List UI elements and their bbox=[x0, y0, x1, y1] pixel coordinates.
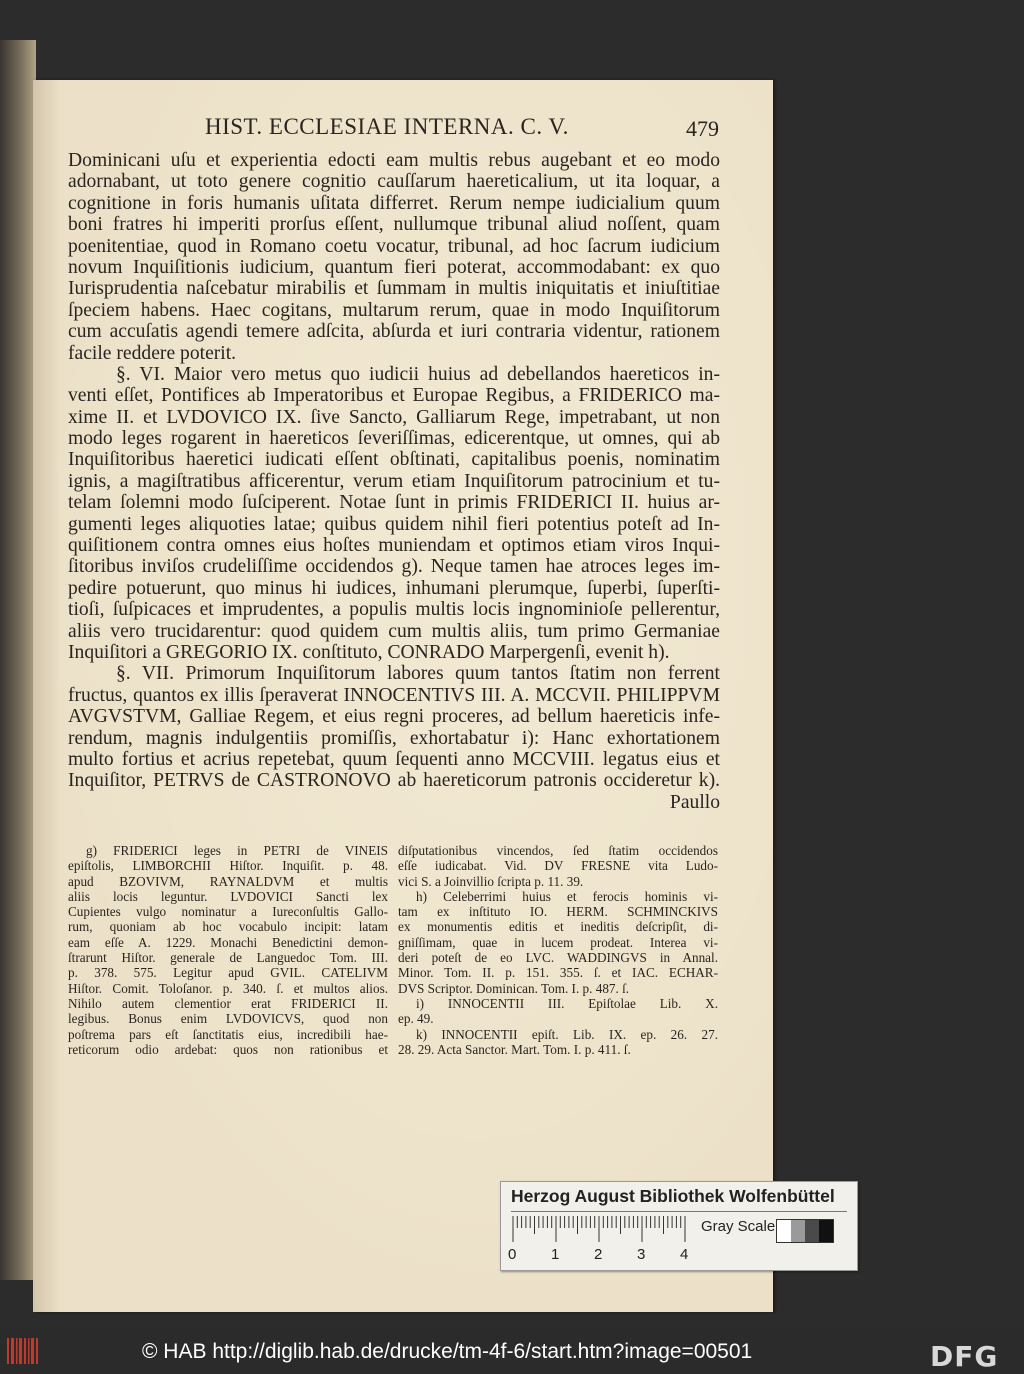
text-line: Inquiſitori a GREGORIO IX. conſtituto, CONRADO Marpergenſi, evenit h). bbox=[68, 641, 670, 663]
text-line: ſpeciem habens. Haec cogitans, multarum rerum, quae in modo Inquiſitorum bbox=[68, 299, 720, 321]
footnote-line: Minor. Tom. II. p. 151. 355. ſ. et IAC. ECHAR- bbox=[398, 965, 718, 981]
text-line: Dominicani uſu et experientia edocti eam multis rebus augebant et eo modo bbox=[68, 150, 720, 171]
text-line: quiſitionem contra omnes eius hoſtes muniendam et optimos etiam viros Inqui- bbox=[68, 535, 720, 557]
footnote-line: h) Celeberrimi huius et ferocis hominis vi- bbox=[416, 888, 718, 904]
gray-swatch bbox=[819, 1220, 833, 1242]
paragraph-start-line: §. VI. Maior vero metus quo iudicii huius ad debellandos haereticos in- bbox=[116, 363, 720, 385]
running-head: HIST. ECCLESIAE INTERNA. C. V. bbox=[205, 114, 569, 139]
text-line: fructus, quantos ex illis ſperaverat INNOCENTIVS III. A. MCCVII. PHILIPPVM bbox=[68, 684, 720, 706]
viewer-footer bbox=[0, 1328, 1024, 1374]
text-line: Iurisprudentia naſcebatur mirabilis et ſummam in multis iniquitatis et iniuſtitiae bbox=[68, 278, 720, 300]
copyright-url: © HAB http://diglib.hab.de/drucke/tm-4f-6/start.htm?image=00501 bbox=[142, 1340, 753, 1363]
gray-swatch bbox=[777, 1220, 791, 1242]
scale-number: 4 bbox=[680, 1246, 689, 1263]
footnote-line: ex monumentis editis et ineditis deſcripſit, di- bbox=[398, 919, 718, 935]
footnote-line: reticorum odio ardebat: quos non rationibus et bbox=[68, 1041, 388, 1057]
text-line: rendum, magnis indulgentiis promiſſis, exhortabatur i): Hanc exhortationem bbox=[68, 727, 720, 749]
footnote-line: vici S. a Joinvillio ſcripta p. 11. 39. bbox=[398, 873, 584, 889]
color-scale-card bbox=[500, 1181, 858, 1271]
text-line: gumenti leges aliquoties latae; quibus quidem nihil fieri potentius poteſt ad In- bbox=[68, 513, 720, 535]
text-line: ſitoribus inviſos crudeliſſime occidendos g). Neque tamen hae atroces leges im- bbox=[68, 556, 720, 578]
footnotes-left-column bbox=[68, 843, 388, 1057]
footnote-line: legibus. Bonus enim LVDOVICVS, quod non bbox=[68, 1011, 388, 1027]
footnote-line: k) INNOCENTII epiſt. Lib. IX. ep. 26. 27. bbox=[416, 1026, 718, 1042]
footnote-line: Hiſtor. Comit. Toloſanor. p. 340. ſ. et multos alios. bbox=[68, 980, 388, 996]
footnote-line: epiſtolis, LIMBORCHII Hiſtor. Inquiſit. p. 48. bbox=[68, 858, 388, 874]
scale-number: 2 bbox=[594, 1246, 603, 1263]
gray-swatch bbox=[805, 1220, 819, 1242]
text-line: aliis vero trucidarentur: quod quidem cum multis aliis, tum primo Germaniae bbox=[68, 620, 720, 642]
ruler-scale-icon bbox=[511, 1216, 691, 1244]
text-line: Inquiſitor, PETRVS de CASTRONOVO ab haereticorum patronis occideretur k). bbox=[68, 770, 720, 792]
text-line: multo fortius et acrius repetebat, quum ſequenti anno MCCVIII. legatus eius et bbox=[68, 748, 720, 770]
gray-scale-label: Gray Scale bbox=[701, 1218, 776, 1235]
gray-scale-swatches bbox=[776, 1219, 834, 1243]
footnote-line: deri poteſt de eo LVC. WADDINGVS in Annal. bbox=[398, 950, 718, 966]
text-line: boni fratres hi imperiti prorſus eſſent, nullumque tribunal aliud noſſent, quam bbox=[68, 214, 720, 236]
text-line: AVGVSTVM, Galliae Regem, et eius regni proceres, ad bellum haereticis infe- bbox=[68, 706, 720, 728]
text-line: ignis, a magiſtratibus afficerentur, verum etiam Inquiſitorum patrocinium et tu- bbox=[68, 470, 720, 492]
footnote-line: 28. 29. Acta Sanctor. Mart. Tom. I. p. 411. ſ. bbox=[398, 1041, 631, 1057]
catchword: Paullo bbox=[669, 791, 720, 813]
footnote-line: ep. 49. bbox=[398, 1011, 434, 1027]
text-line: facile reddere poterit. bbox=[68, 342, 237, 364]
footnote-line: i) INNOCENTII III. Epiſtolae Lib. X. bbox=[416, 995, 718, 1011]
footnote-line: ſtrarunt Hiſtor. generale de Languedoc Tom. III. bbox=[68, 950, 388, 966]
text-line: modo leges rogarent in haereticos ſeveriſſimas, edicerentque, ut omnes, qui ab bbox=[68, 428, 720, 450]
text-line: novum Inquiſitionis iudicium, quantum fieri poterat, accommodabant: ex quo bbox=[68, 256, 720, 278]
book-spine-edge bbox=[0, 40, 36, 1280]
scale-number: 1 bbox=[551, 1246, 560, 1263]
text-line: poenitentiae, quod in Romano coetu vocatur, tribunal, ad hoc ſacrum iudicium bbox=[68, 235, 720, 257]
footnote-line: Nihilo autem clementior erat FRIDERICI II. bbox=[68, 995, 388, 1011]
card-divider bbox=[511, 1211, 847, 1212]
footnote-line: eam eſſe A. 1229. Monachi Benedictini demon- bbox=[68, 934, 388, 950]
main-text bbox=[68, 150, 720, 813]
paragraph-start-line: §. VII. Primorum Inquiſitorum labores quum tantos ſtatim non ferrent bbox=[116, 663, 720, 685]
footnote-line: poſtrema pars eſt ſanctitatis eius, incredibili hae- bbox=[68, 1026, 388, 1042]
scale-number: 3 bbox=[637, 1246, 646, 1263]
page-number: 479 bbox=[686, 116, 719, 141]
footnote-line: g) FRIDERICI leges in PETRI de VINEIS bbox=[86, 843, 388, 858]
text-line: adornabant, ut toto genere cognitio cauſſarum haereticalium, ut ita loquar, a bbox=[68, 171, 720, 193]
footnote-line: tam ex inſtituto IO. HERM. SCHMINCKIVS bbox=[398, 904, 718, 920]
footnotes-right-column bbox=[398, 843, 718, 1057]
footnote-line: diſputationibus vincendos, ſed ſtatim occidendos bbox=[398, 843, 718, 858]
text-line: venti eſſet, Pontifices ab Imperatoribus et Europae Regibus, a FRIDERICO ma- bbox=[68, 385, 720, 407]
footnote-line: Cupientes vulgo nominatur a Iureconſultis Gallo- bbox=[68, 904, 388, 920]
text-line: cognitione in foris humanis uſitata differret. Rerum nempe iudicialium quum bbox=[68, 192, 720, 214]
text-line: xime II. et LVDOVICO IX. ſive Sancto, Galliarum Rege, impetrabant, ut non bbox=[68, 406, 720, 428]
hab-barcode-logo-icon bbox=[6, 1336, 40, 1366]
footnote-line: p. 378. 575. Legitur apud GVIL. CATELIVM bbox=[68, 965, 388, 981]
footnote-line: gniſſimam, quae in lucem prodeat. Interea vi- bbox=[398, 934, 718, 950]
dfg-logo: DFG bbox=[930, 1340, 999, 1373]
scale-number: 0 bbox=[508, 1246, 517, 1263]
text-line: cum accuſatis agendi temere adſcita, abſurda et iuri contraria videntur, rationem bbox=[68, 321, 720, 343]
footnote-line: DVS Scriptor. Dominican. Tom. I. p. 487. ſ. bbox=[398, 980, 630, 996]
card-title: Herzog August Bibliothek Wolfenbüttel bbox=[511, 1186, 835, 1206]
gray-swatch bbox=[791, 1220, 805, 1242]
footnote-line: apud BZOVIVM, RAYNALDVM et multis bbox=[68, 873, 388, 889]
text-line: telam ſolemni modo ſuſciperent. Notae ſunt in primis FRIDERICI II. huius ar- bbox=[68, 492, 720, 514]
text-line: tioſi, ſuſpicaces et imprudentes, a populis multis locis ingnominioſe pellerentur, bbox=[68, 599, 720, 621]
text-line: Inquiſitoribus haeretici iudicati eſſent obſtinati, capitalibus poenis, nominatim bbox=[68, 449, 720, 471]
footnote-line: eſſe iudicabat. Vid. DV FRESNE vita Ludo- bbox=[398, 858, 718, 874]
footnote-line: rum, quoniam ab hoc vocabulo incipit: latam bbox=[68, 919, 388, 935]
footnote-line: aliis locis leguntur. LVDOVICI Sancti lex bbox=[68, 888, 388, 904]
text-line: pedire potuerunt, quo minus hi iudices, inhumani plerumque, ſuperbi, ſuperſti- bbox=[68, 577, 720, 599]
